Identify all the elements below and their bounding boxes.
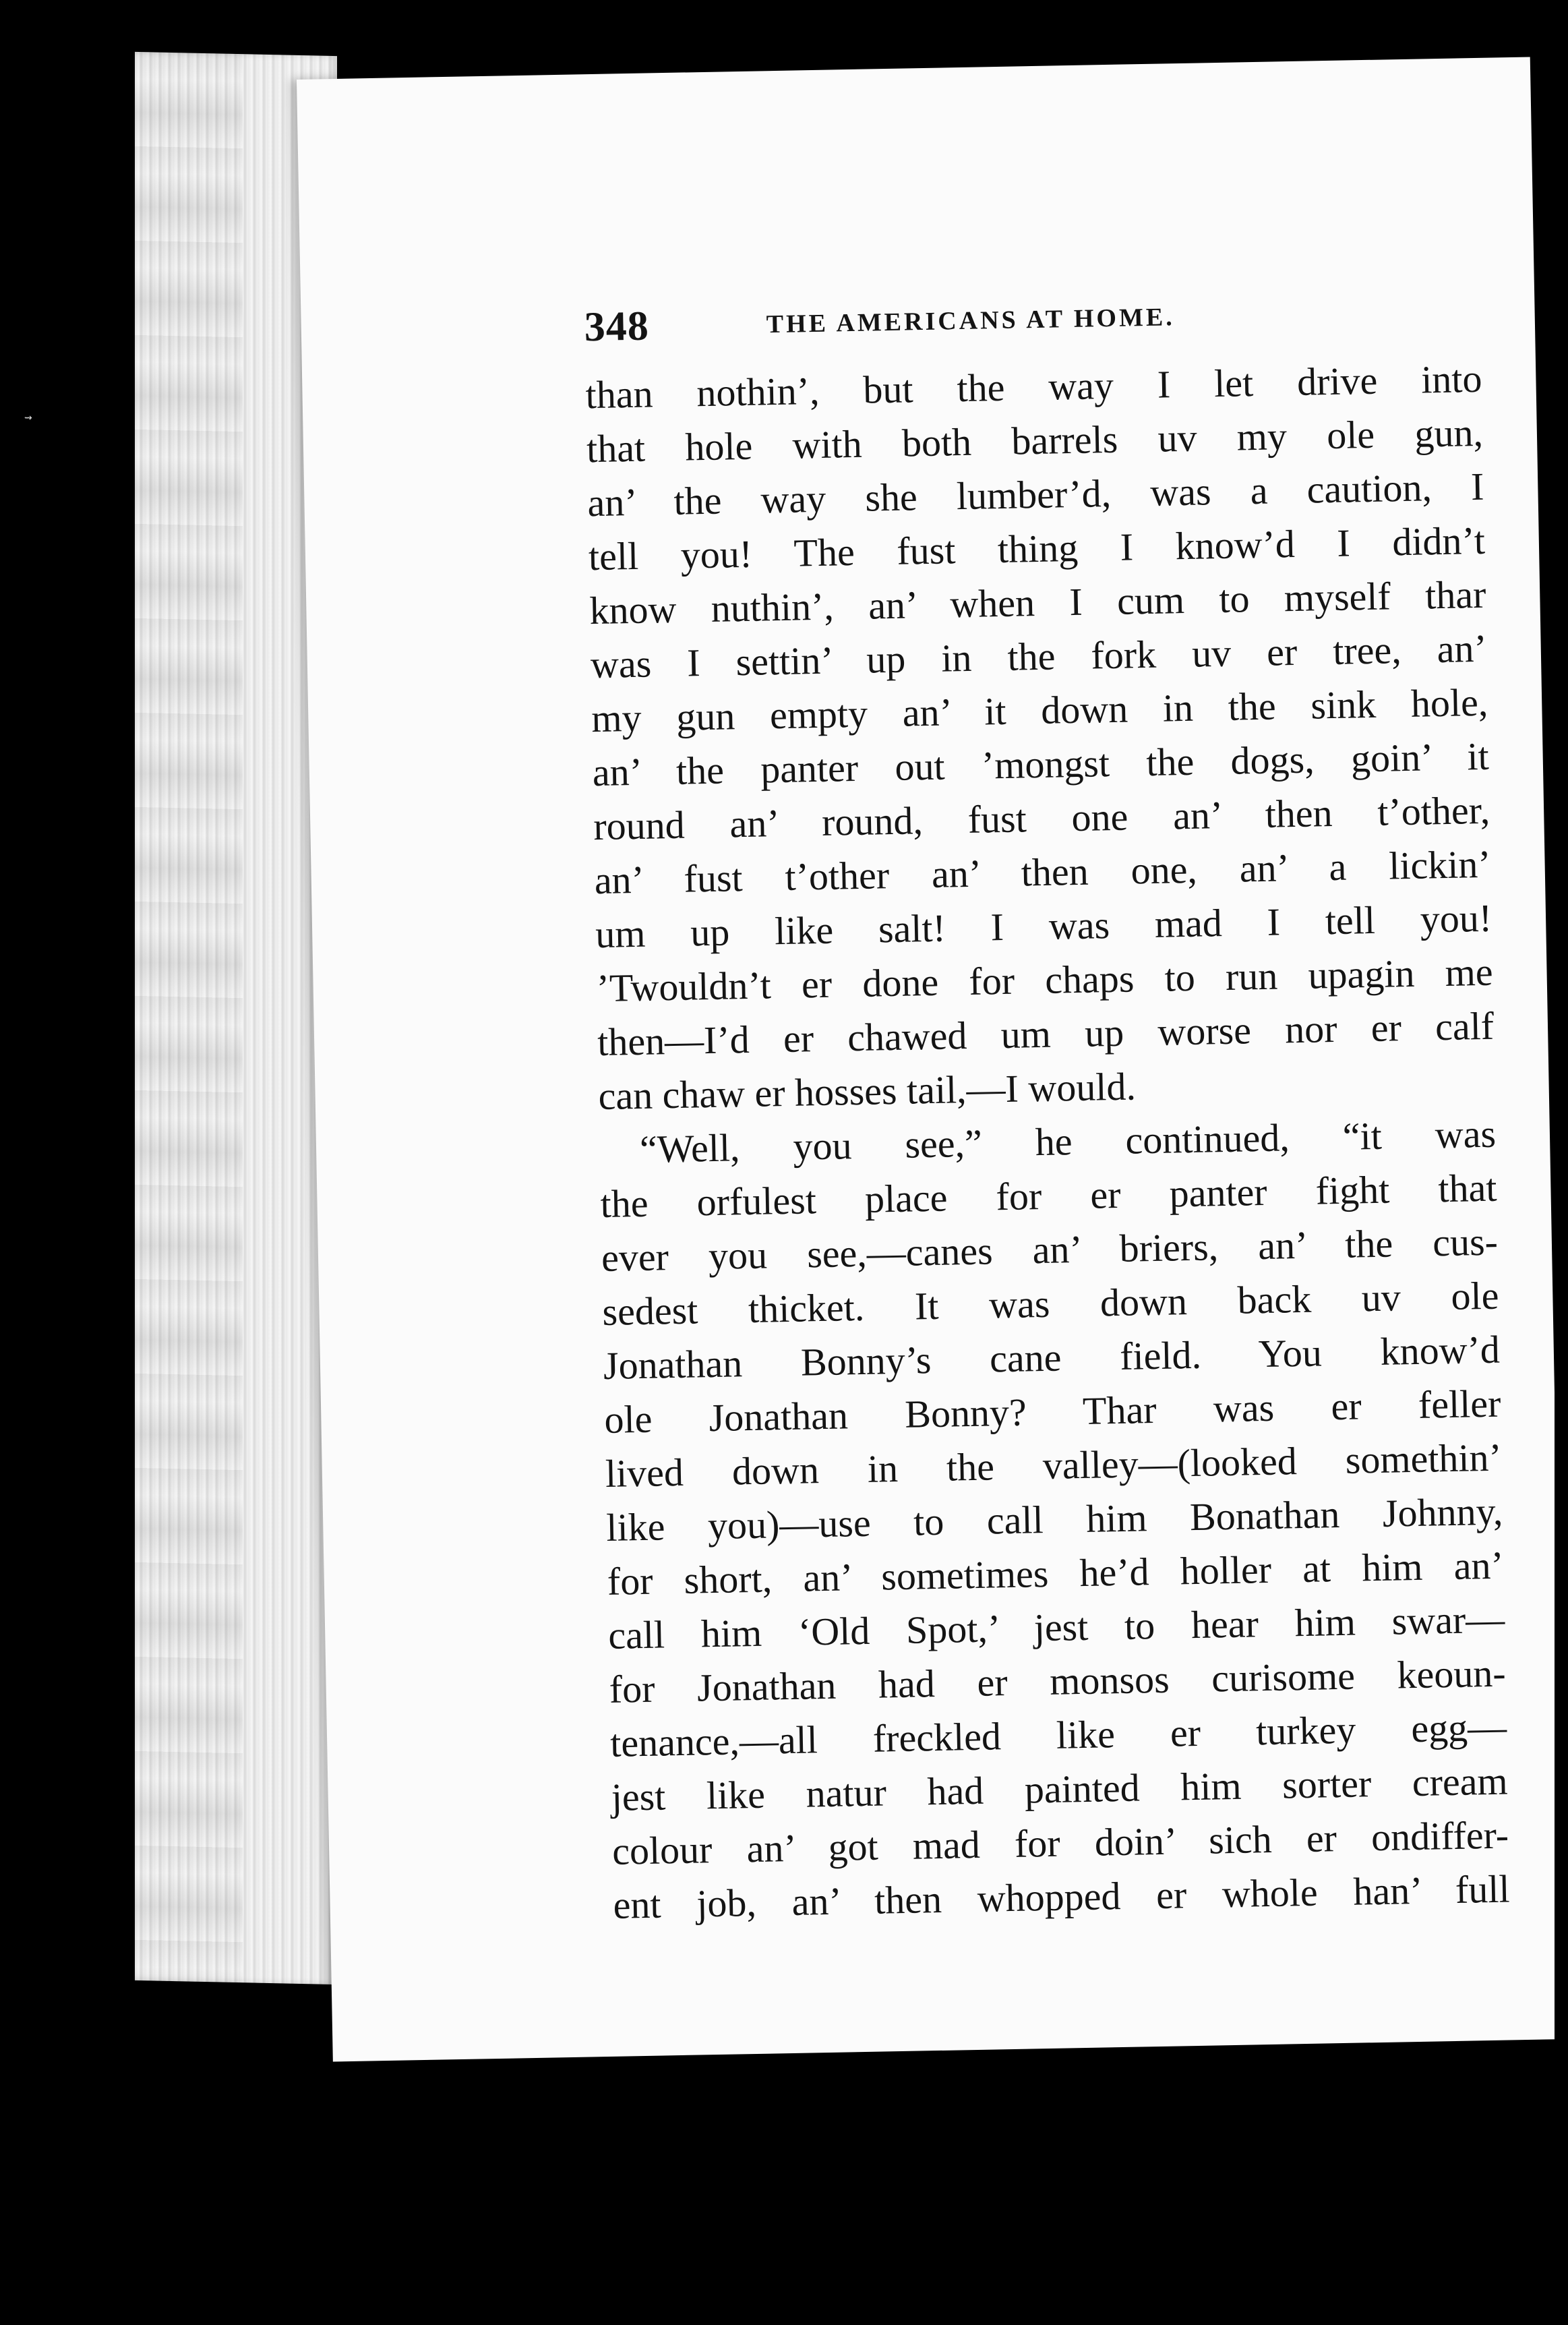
text-line: “Well, you see,” he continued, “it was (639, 1111, 1497, 1171)
scan-border (1555, 0, 1568, 2325)
running-title: THE AMERICANS AT HOME. (766, 303, 1176, 339)
text-line: ole Jonathan Bonny? Thar was er feller (603, 1381, 1501, 1442)
text-line: that hole with both barrels uv my ole gun, (586, 410, 1484, 471)
page-content (584, 287, 1510, 1933)
text-line: sedest thicket. It was down back uv ole (601, 1273, 1499, 1334)
text-line: um up like salt! I was mad I tell you! (595, 895, 1492, 957)
text-line: an’ the panter out ’mongst the dogs, goin’ it (592, 734, 1490, 795)
text-line: for short, an’ sometimes he’d holler at him an’ (607, 1543, 1505, 1603)
text-line: lived down in the valley—(looked somethin’ (605, 1435, 1503, 1496)
text-line: then—I’d er chawed um up worse nor er calf (597, 1003, 1495, 1065)
text-line: like you)—use to call him Bonathan Johnny, (605, 1489, 1503, 1550)
text-line: an’ the way she lumber’d, was a caution, I (586, 464, 1484, 525)
text-line: was I settin’ up in the fork uv er tree, an’ (590, 626, 1488, 687)
book-page (297, 57, 1567, 2061)
page-number: 348 (584, 303, 650, 351)
text-line: ent job, an’ then whopped er whole han’ full (613, 1866, 1511, 1927)
text-line: jest like natur had painted him sorter cream (611, 1759, 1509, 1819)
text-line: tell you! The fust thing I know’d I didn’t (588, 518, 1486, 579)
text-line: ever you see,—canes an’ briers, an’ the cus- (601, 1219, 1499, 1281)
text-line: know nuthin’, an’ when I cum to myself thar (589, 572, 1486, 633)
text-line: ’Twouldn’t er done for chaps to run upagin me (596, 949, 1494, 1011)
text-line: colour an’ got mad for doin’ sich er ondiffer- (611, 1813, 1509, 1873)
text-line: for Jonathan had er monsos curisome keoun- (609, 1651, 1507, 1711)
text-line: round an’ round, fust one an’ then t’other, (593, 788, 1490, 849)
body-text (585, 352, 1510, 1933)
margin-mark: ⇝ (24, 413, 32, 423)
text-line: Jonathan Bonny’s cane field. You know’d (603, 1327, 1501, 1388)
running-head (584, 287, 1481, 351)
text-line: an’ fust t’other an’ then one, an’ a lickin’ (594, 842, 1492, 903)
text-line: call him ‘Old Spot,’ jest to hear him swar— (607, 1597, 1505, 1657)
text-line: my gun empty an’ it down in the sink hole, (591, 680, 1488, 741)
text-line: than nothin’, but the way I let drive into (585, 356, 1483, 417)
text-line: the orfulest place for er panter fight that (600, 1165, 1498, 1227)
text-line: tenance,—all freckled like er turkey egg— (609, 1705, 1507, 1765)
text-line: can chaw er hosses tail,—I would. (598, 1064, 1137, 1119)
